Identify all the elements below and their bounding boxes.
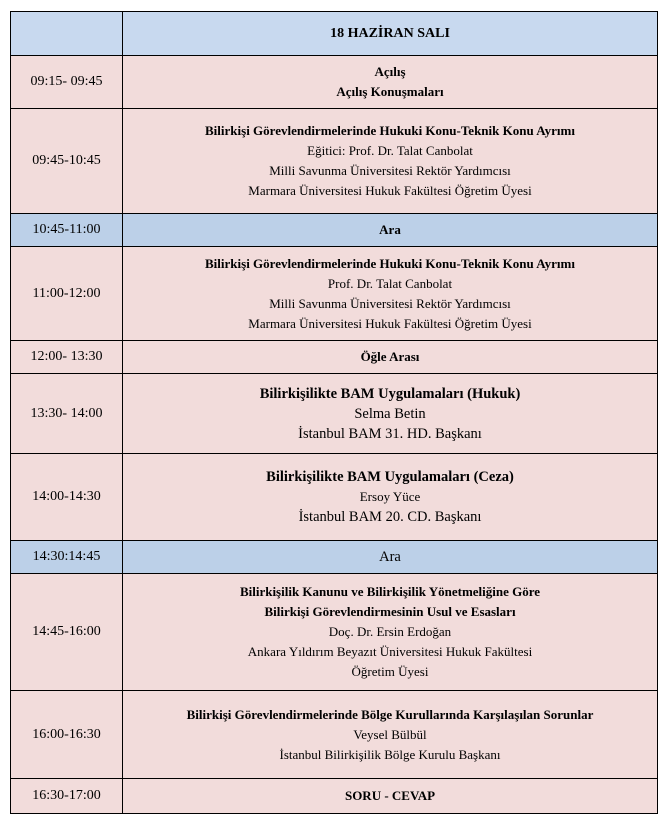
- session-subtitle: Açılış Konuşmaları: [336, 84, 444, 99]
- time-cell: 14:00-14:30: [11, 454, 123, 541]
- header-row: [11, 12, 658, 56]
- session-trainer: Prof. Dr. Talat Canbolat: [327, 275, 453, 291]
- time-cell: 09:45-10:45: [11, 109, 123, 214]
- break-label: Ara: [379, 549, 401, 565]
- schedule-row: [11, 454, 658, 541]
- session-cell: [123, 56, 658, 109]
- schedule-row: [11, 247, 658, 341]
- time-cell: 16:00-16:30: [11, 691, 123, 779]
- session-cell: [123, 247, 658, 341]
- time-cell: 11:00-12:00: [11, 247, 123, 341]
- session-affiliation: Milli Savunma Üniversitesi Rektör Yardımcısı: [269, 163, 511, 178]
- session-cell: [123, 779, 658, 814]
- session-cell: [123, 109, 658, 214]
- session-affiliation: İstanbul Bilirkişilik Bölge Kurulu Başkanı: [279, 746, 501, 762]
- session-cell: [123, 374, 658, 454]
- time-cell: 14:45-16:00: [11, 574, 123, 691]
- schedule-row: [11, 691, 658, 779]
- session-title: Açılış: [374, 64, 406, 79]
- time-cell: 10:45-11:00: [11, 214, 123, 247]
- session-title-continued: Bilirkişi Görevlendirmesinin Usul ve Esasları: [264, 604, 516, 619]
- break-row: [11, 214, 658, 247]
- schedule-row: [11, 56, 658, 109]
- break-label: Ara: [379, 222, 401, 237]
- session-cell: [123, 574, 658, 691]
- session-affiliation: Öğretim Üyesi: [351, 664, 429, 679]
- break-cell: [123, 541, 658, 574]
- break-row: [11, 541, 658, 574]
- session-trainer: Eğitici: Prof. Dr. Talat Canbolat: [307, 143, 473, 158]
- session-title: Bilirkişi Görevlendirmelerinde Bölge Kurullarında Karşılaşılan Sorunlar: [186, 706, 594, 722]
- schedule-row: [11, 109, 658, 214]
- session-affiliation: Ankara Yıldırım Beyazıt Üniversitesi Hukuk Fakültesi: [247, 644, 533, 659]
- session-title: Bilirkişi Görevlendirmelerinde Hukuki Konu-Teknik Konu Ayrımı: [205, 123, 575, 138]
- schedule-table: [10, 11, 658, 814]
- schedule-row: [11, 779, 658, 814]
- session-speaker: Selma Betin: [354, 405, 426, 422]
- session-affiliation: Marmara Üniversitesi Hukuk Fakültesi Öğretim Üyesi: [248, 315, 532, 331]
- session-cell: [123, 454, 658, 541]
- header-time-cell: [11, 12, 123, 56]
- session-title: Bilirkişilikte BAM Uygulamaları (Ceza): [266, 469, 514, 485]
- session-title: Bilirkişi Görevlendirmelerinde Hukuki Konu-Teknik Konu Ayrımı: [205, 255, 575, 271]
- session-affiliation: İstanbul BAM 31. HD. Başkanı: [298, 425, 482, 442]
- schedule-row: [11, 574, 658, 691]
- session-affiliation: İstanbul BAM 20. CD. Başkanı: [298, 509, 482, 525]
- session-title: Bilirkişilikte BAM Uygulamaları (Hukuk): [259, 385, 521, 402]
- time-cell: 13:30- 14:00: [11, 374, 123, 454]
- time-cell: 09:15- 09:45: [11, 56, 123, 109]
- session-speaker: Veysel Bülbül: [353, 726, 427, 742]
- time-cell: 14:30:14:45: [11, 541, 123, 574]
- qa-label: SORU - CEVAP: [344, 788, 436, 803]
- session-affiliation: Milli Savunma Üniversitesi Rektör Yardımcısı: [269, 295, 511, 311]
- session-speaker: Ersoy Yüce: [359, 489, 421, 504]
- lunch-label: Öğle Arası: [360, 349, 420, 364]
- session-speaker: Doç. Dr. Ersin Erdoğan: [328, 624, 452, 639]
- session-cell: [123, 341, 658, 374]
- session-affiliation: Marmara Üniversitesi Hukuk Fakültesi Öğretim Üyesi: [248, 183, 532, 198]
- time-cell: 12:00- 13:30: [11, 341, 123, 374]
- schedule-row: [11, 374, 658, 454]
- break-cell: [123, 214, 658, 247]
- time-cell: 16:30-17:00: [11, 779, 123, 814]
- session-cell: [123, 691, 658, 779]
- schedule-row: [11, 341, 658, 374]
- schedule-container: [10, 11, 658, 814]
- session-title: Bilirkişilik Kanunu ve Bilirkişilik Yönetmeliğine Göre: [239, 584, 541, 599]
- day-title: 18 HAZİRAN SALI: [123, 12, 658, 56]
